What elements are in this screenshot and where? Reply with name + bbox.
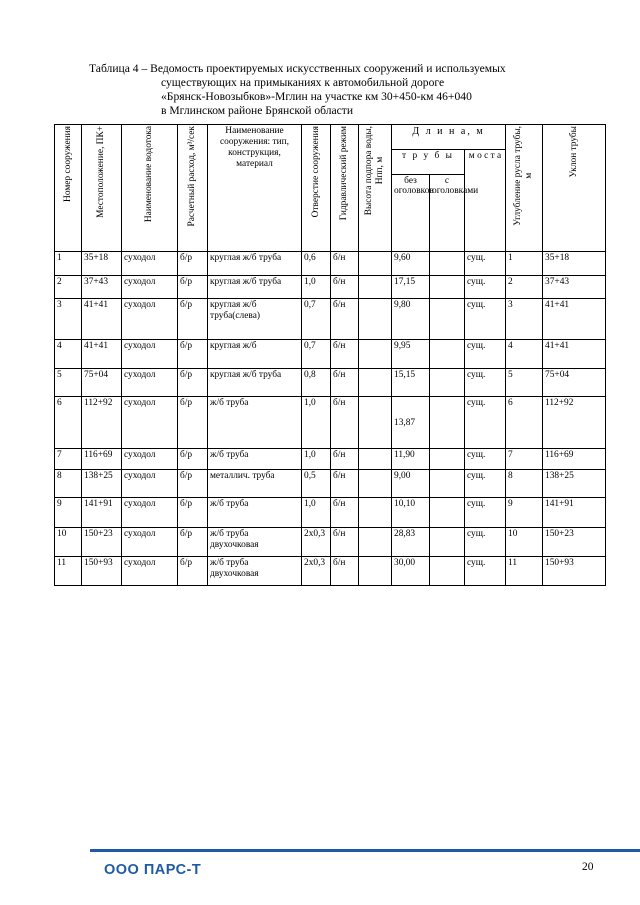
cell-mosta: сущ.	[465, 470, 506, 498]
cell-otv: 1,0	[302, 449, 331, 470]
cell-ras: б/р	[178, 528, 208, 557]
cell-num: 1	[55, 252, 82, 276]
cell-num: 8	[55, 470, 82, 498]
cell-ukl: 41+41	[543, 340, 606, 369]
cell-otv: 2х0,3	[302, 528, 331, 557]
table-row	[55, 449, 606, 470]
cell-name: круглая ж/б труба	[208, 276, 302, 299]
cell-mosta: сущ.	[465, 498, 506, 528]
table-row	[55, 276, 606, 299]
cell-ugl: 5	[506, 369, 543, 397]
cell-rez: б/н	[331, 449, 359, 470]
caption-line-2: существующих на примыканиях к автомобильной дороге	[161, 76, 445, 89]
cell-mosta: сущ.	[465, 276, 506, 299]
cell-pk: 112+92	[82, 397, 122, 449]
cell-s	[430, 470, 465, 498]
cell-name: круглая ж/б труба	[208, 252, 302, 276]
cell-ras: б/р	[178, 252, 208, 276]
cell-otv: 0,7	[302, 299, 331, 340]
header-dlina: Д л и н а, м	[392, 125, 506, 150]
cell-bez: 9,60	[392, 252, 430, 276]
caption-line-3: «Брянск-Новозыбков»-Мглин на участке км 30+450-км 46+040	[161, 90, 472, 103]
caption-line-1: Таблица 4 – Ведомость проектируемых искусственных сооружений и используемых	[89, 62, 506, 75]
cell-bez: 15,15	[392, 369, 430, 397]
header-rashod: Расчетный расход, м³/сек	[178, 125, 208, 252]
table-row	[55, 498, 606, 528]
header-name: Наименование сооружения: тип, конструкция, материал	[208, 125, 302, 252]
cell-pod	[359, 369, 392, 397]
header-s-ogolovkami: с оголовками	[430, 175, 465, 252]
cell-s	[430, 276, 465, 299]
cell-ras: б/р	[178, 276, 208, 299]
cell-rez: б/н	[331, 299, 359, 340]
cell-pk: 41+41	[82, 340, 122, 369]
cell-ras: б/р	[178, 369, 208, 397]
table-row	[55, 470, 606, 498]
cell-rez: б/н	[331, 276, 359, 299]
cell-ukl: 150+23	[543, 528, 606, 557]
header-pk: Местоположение, ПК+	[82, 125, 122, 252]
cell-name: круглая ж/б труба(слева)	[208, 299, 302, 340]
cell-ras: б/р	[178, 449, 208, 470]
cell-ukl: 112+92	[543, 397, 606, 449]
cell-ugl: 9	[506, 498, 543, 528]
table-row	[55, 299, 606, 340]
cell-ras: б/р	[178, 299, 208, 340]
header-mosta: м о с т а	[465, 150, 506, 252]
cell-ukl: 41+41	[543, 299, 606, 340]
cell-pod	[359, 470, 392, 498]
cell-name: круглая ж/б труба	[208, 369, 302, 397]
cell-pk: 75+04	[82, 369, 122, 397]
cell-rez: б/н	[331, 340, 359, 369]
cell-name: ж/б труба двухочковая	[208, 557, 302, 586]
cell-ras: б/р	[178, 470, 208, 498]
cell-mosta: сущ.	[465, 340, 506, 369]
cell-name: ж/б труба	[208, 397, 302, 449]
cell-vod: суходол	[122, 557, 178, 586]
table-caption	[89, 62, 609, 118]
cell-ugl: 11	[506, 557, 543, 586]
cell-bez: 9,00	[392, 470, 430, 498]
cell-mosta: сущ.	[465, 557, 506, 586]
cell-rez: б/н	[331, 557, 359, 586]
cell-pk: 150+23	[82, 528, 122, 557]
cell-pod	[359, 528, 392, 557]
header-uglub: Углубление русла трубы, м	[506, 125, 543, 252]
company-logo: ООО ПАРС-Т	[104, 862, 202, 878]
cell-ugl: 8	[506, 470, 543, 498]
cell-ukl: 141+91	[543, 498, 606, 528]
cell-pod	[359, 397, 392, 449]
cell-name: ж/б труба	[208, 498, 302, 528]
cell-pk: 141+91	[82, 498, 122, 528]
cell-ugl: 2	[506, 276, 543, 299]
cell-otv: 0,7	[302, 340, 331, 369]
cell-s	[430, 449, 465, 470]
cell-otv: 2х0,3	[302, 557, 331, 586]
cell-pk: 150+93	[82, 557, 122, 586]
table-row	[55, 340, 606, 369]
cell-num: 7	[55, 449, 82, 470]
cell-s	[430, 528, 465, 557]
cell-name: ж/б труба двухочковая	[208, 528, 302, 557]
structures-table	[54, 124, 606, 586]
cell-ukl: 150+93	[543, 557, 606, 586]
cell-bez: 9,80	[392, 299, 430, 340]
header-bez-ogolovkov: без оголовков	[392, 175, 430, 252]
cell-pod	[359, 276, 392, 299]
cell-bez: 30,00	[392, 557, 430, 586]
cell-otv: 1,0	[302, 498, 331, 528]
cell-pod	[359, 449, 392, 470]
cell-ras: б/р	[178, 397, 208, 449]
header-rezhim: Гидравлический режим	[331, 125, 359, 252]
cell-num: 9	[55, 498, 82, 528]
cell-ras: б/р	[178, 340, 208, 369]
cell-vod: суходол	[122, 369, 178, 397]
cell-num: 5	[55, 369, 82, 397]
cell-s	[430, 498, 465, 528]
cell-otv: 1,0	[302, 276, 331, 299]
cell-name: металлич. труба	[208, 470, 302, 498]
cell-num: 3	[55, 299, 82, 340]
cell-pod	[359, 252, 392, 276]
cell-otv: 0,8	[302, 369, 331, 397]
table-row	[55, 528, 606, 557]
cell-mosta: сущ.	[465, 252, 506, 276]
cell-pk: 116+69	[82, 449, 122, 470]
cell-num: 11	[55, 557, 82, 586]
cell-rez: б/н	[331, 252, 359, 276]
cell-vod: суходол	[122, 276, 178, 299]
header-otverstie: Отверстие сооружения	[302, 125, 331, 252]
cell-otv: 0,5	[302, 470, 331, 498]
cell-vod: суходол	[122, 252, 178, 276]
cell-mosta: сущ.	[465, 299, 506, 340]
cell-rez: б/н	[331, 470, 359, 498]
cell-pod	[359, 557, 392, 586]
cell-pk: 35+18	[82, 252, 122, 276]
cell-num: 10	[55, 528, 82, 557]
cell-s	[430, 340, 465, 369]
footer-divider	[90, 849, 640, 852]
cell-ras: б/р	[178, 557, 208, 586]
cell-vod: суходол	[122, 299, 178, 340]
caption-line-4: в Мглинском районе Брянской области	[161, 104, 354, 117]
table-row	[55, 252, 606, 276]
cell-ugl: 3	[506, 299, 543, 340]
cell-otv: 0,6	[302, 252, 331, 276]
cell-ugl: 7	[506, 449, 543, 470]
cell-vod: суходол	[122, 470, 178, 498]
cell-s	[430, 252, 465, 276]
cell-s	[430, 557, 465, 586]
cell-s	[430, 299, 465, 340]
cell-name: ж/б труба	[208, 449, 302, 470]
cell-s	[430, 397, 465, 449]
cell-mosta: сущ.	[465, 449, 506, 470]
cell-bez: 9,95	[392, 340, 430, 369]
cell-s	[430, 369, 465, 397]
cell-bez: 28,83	[392, 528, 430, 557]
header-num: Номер сооружения	[55, 125, 82, 252]
cell-ukl: 75+04	[543, 369, 606, 397]
cell-ukl: 37+43	[543, 276, 606, 299]
cell-vod: суходол	[122, 528, 178, 557]
cell-pod	[359, 299, 392, 340]
cell-ugl: 1	[506, 252, 543, 276]
cell-bez: 17,15	[392, 276, 430, 299]
cell-ugl: 10	[506, 528, 543, 557]
cell-bez: 13,87	[392, 397, 430, 449]
cell-ugl: 4	[506, 340, 543, 369]
header-truby: т р у б ы	[392, 150, 465, 175]
cell-rez: б/н	[331, 369, 359, 397]
header-podpor: Высота подпора воды, Нпп, м	[359, 125, 392, 252]
cell-pk: 37+43	[82, 276, 122, 299]
cell-rez: б/н	[331, 528, 359, 557]
cell-rez: б/н	[331, 498, 359, 528]
cell-pod	[359, 340, 392, 369]
cell-vod: суходол	[122, 397, 178, 449]
cell-ukl: 138+25	[543, 470, 606, 498]
cell-num: 2	[55, 276, 82, 299]
cell-num: 6	[55, 397, 82, 449]
header-uklon: Уклон трубы	[543, 125, 606, 252]
cell-num: 4	[55, 340, 82, 369]
header-vodotok: Наименование водотока	[122, 125, 178, 252]
cell-ras: б/р	[178, 498, 208, 528]
table-row	[55, 557, 606, 586]
cell-name: круглая ж/б	[208, 340, 302, 369]
cell-ugl: 6	[506, 397, 543, 449]
cell-ukl: 116+69	[543, 449, 606, 470]
cell-vod: суходол	[122, 449, 178, 470]
table-row	[55, 369, 606, 397]
cell-vod: суходол	[122, 340, 178, 369]
cell-pk: 138+25	[82, 470, 122, 498]
cell-pk: 41+41	[82, 299, 122, 340]
cell-ukl: 35+18	[543, 252, 606, 276]
cell-bez: 11,90	[392, 449, 430, 470]
cell-mosta: сущ.	[465, 369, 506, 397]
page-number: 20	[582, 861, 594, 873]
cell-rez: б/н	[331, 397, 359, 449]
cell-vod: суходол	[122, 498, 178, 528]
cell-otv: 1,0	[302, 397, 331, 449]
cell-bez: 10,10	[392, 498, 430, 528]
table-row	[55, 397, 606, 449]
cell-pod	[359, 498, 392, 528]
cell-mosta: сущ.	[465, 528, 506, 557]
cell-mosta: сущ.	[465, 397, 506, 449]
